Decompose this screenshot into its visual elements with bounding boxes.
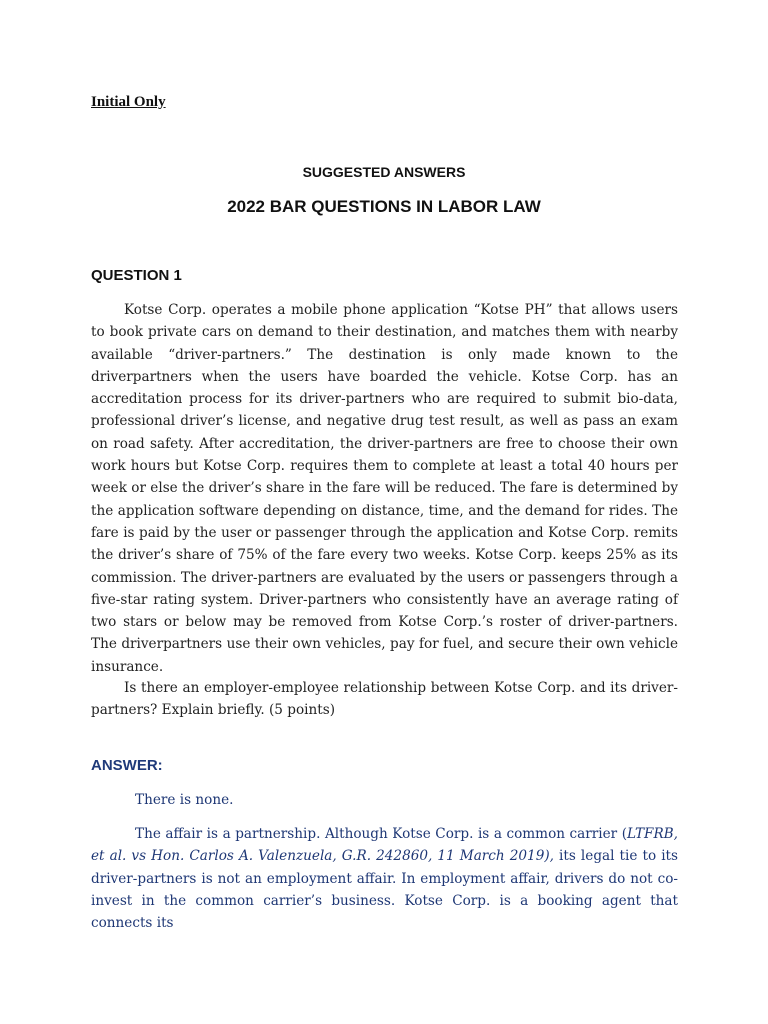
answer-paragraph-2 xyxy=(91,823,678,934)
answer-p2-text-after: its legal tie to its driver-partners is not an employment affair. In employment affair, drivers do not co-invest in the common carrier’s business. Kotse Corp. is a booking agent that connects its xyxy=(91,848,678,932)
case-citation: LTFRB, et al. vs Hon. Carlos A. Valenzuela, G.R. 242860, 11 March 2019), xyxy=(91,826,678,865)
answer-heading: ANSWER: xyxy=(91,757,163,774)
question-prompt: Is there an employer-employee relationship between Kotse Corp. and its driver-partners? Explain briefly. (5 points) xyxy=(91,680,678,719)
suggested-answers-heading: SUGGESTED ANSWERS xyxy=(302,164,466,180)
initial-only-label: Initial Only xyxy=(91,94,166,110)
question-body: Kotse Corp. operates a mobile phone application “Kotse PH” that allows users to book private cars on demand to their destination, and matches them with nearby available “driver-partners.” The destination is only made known to the driverpartners when the users have boarded the vehicle. Kotse Corp. has an accreditation process for its driver-partners who are required to submit bio-data, professional driver’s license, and negative drug test result, as well as pass an exam on road safety. After accreditation, the driver-partners are free to choose their own work hours but Kotse Corp. requires them to complete at least a total 40 hours per week or else the driver’s share in the fare will be reduced. The fare is determined by the application software depending on distance, time, and the demand for rides. The fare is paid by the user or passenger through the application and Kotse Corp. remits the driver’s share of 75% of the fare every two weeks. Kotse Corp. keeps 25% as its commission. The driver-partners are evaluated by the users or passengers through a five-star rating system. Driver-partners who consistently have an average rating of two stars or below may be removed from Kotse Corp.’s roster of driver-partners. The driverpartners use their own vehicles, pay for fuel, and secure their own vehicle insurance. xyxy=(91,302,678,675)
answer-line-1: There is none. xyxy=(135,792,234,808)
question-heading: QUESTION 1 xyxy=(91,267,182,284)
page-title: 2022 BAR QUESTIONS IN LABOR LAW xyxy=(227,197,541,216)
answer-p2-text-before: The affair is a partnership. Although Kotse Corp. is a common carrier ( xyxy=(135,826,628,842)
